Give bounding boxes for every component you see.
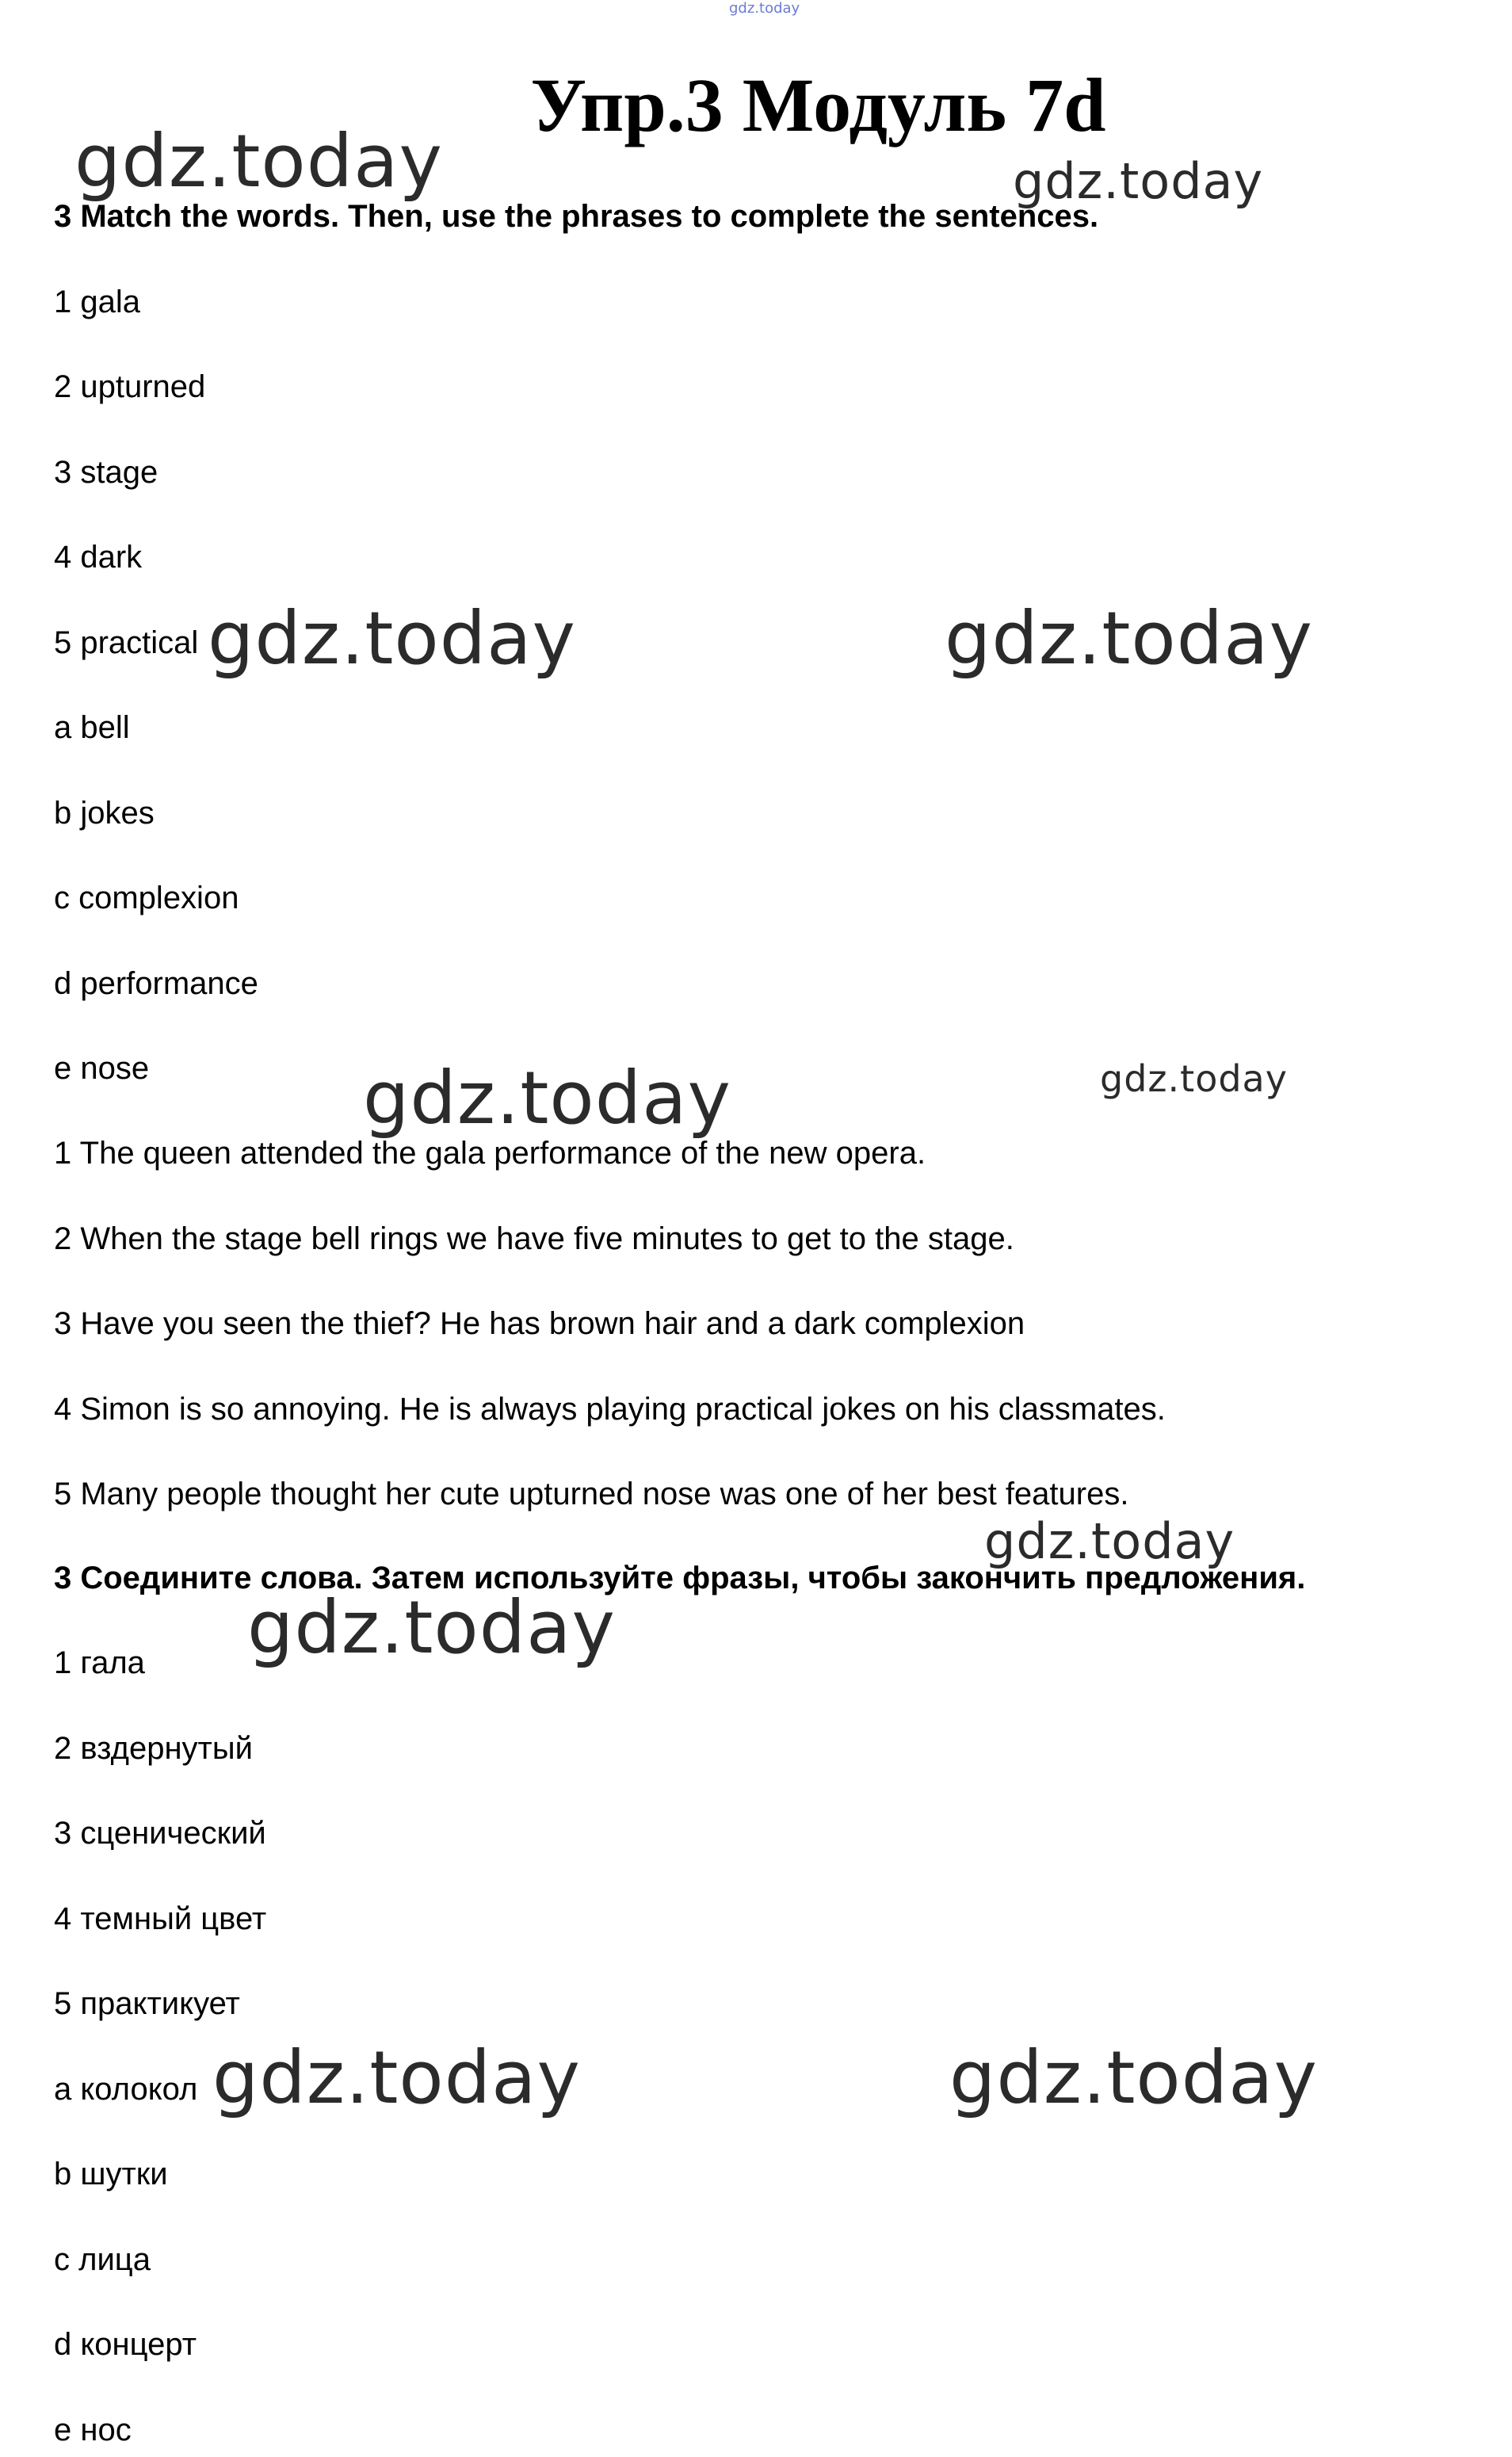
russian-match-d: d концерт — [54, 2327, 197, 2362]
russian-match-b: b шутки — [54, 2157, 168, 2191]
english-word-3: 3 stage — [54, 455, 158, 490]
russian-match-c: с лица — [54, 2242, 151, 2277]
english-match-c: c complexion — [54, 881, 239, 915]
english-sentence-3: 3 Have you seen the thief? He has brown hair and a dark complexion — [54, 1306, 1025, 1341]
russian-word-3: 3 сценический — [54, 1816, 266, 1851]
russian-word-2: 2 вздернутый — [54, 1731, 253, 1766]
watermark: gdz.today — [363, 1056, 731, 1141]
english-match-d: d performance — [54, 966, 258, 1001]
english-word-5: 5 practical — [54, 625, 199, 660]
english-match-b: b jokes — [54, 796, 155, 831]
english-word-2: 2 upturned — [54, 369, 206, 404]
russian-match-e: е нос — [54, 2413, 132, 2447]
watermark: gdz.today — [247, 1585, 616, 1670]
english-sentence-1: 1 The queen attended the gala performance of the new opera. — [54, 1136, 926, 1171]
english-match-a: a bell — [54, 710, 130, 745]
watermark: gdz.today — [984, 1512, 1235, 1570]
english-word-4: 4 dark — [54, 540, 143, 575]
watermark: gdz.today — [208, 596, 576, 681]
watermark: gdz.today — [1100, 1057, 1288, 1100]
top-watermark-text: gdz.today — [729, 0, 800, 17]
russian-word-5: 5 практикует — [54, 1986, 240, 2021]
english-sentence-2: 2 When the stage bell rings we have five minutes to get to the stage. — [54, 1221, 1014, 1256]
watermark: gdz.today — [945, 596, 1313, 681]
watermark: gdz.today — [1013, 152, 1264, 210]
english-sentence-4: 4 Simon is so annoying. He is always playing practical jokes on his classmates. — [54, 1392, 1166, 1427]
watermark: gdz.today — [212, 2035, 581, 2120]
watermark: gdz.today — [74, 119, 443, 204]
english-sentence-5: 5 Many people thought her cute upturned nose was one of her best features. — [54, 1477, 1129, 1511]
russian-word-1: 1 гала — [54, 1645, 145, 1680]
russian-match-a: а колокол — [54, 2072, 198, 2107]
english-instruction: 3 Match the words. Then, use the phrases to complete the sentences. — [54, 199, 1099, 234]
russian-word-4: 4 темный цвет — [54, 1901, 267, 1936]
page-title: Упр.3 Модуль 7d — [530, 63, 1106, 147]
english-match-e: e nose — [54, 1051, 150, 1086]
english-word-1: 1 gala — [54, 285, 140, 319]
watermark: gdz.today — [949, 2035, 1318, 2120]
russian-instruction: 3 Соедините слова. Затем используйте фразы, чтобы закончить предложения. — [54, 1561, 1306, 1595]
